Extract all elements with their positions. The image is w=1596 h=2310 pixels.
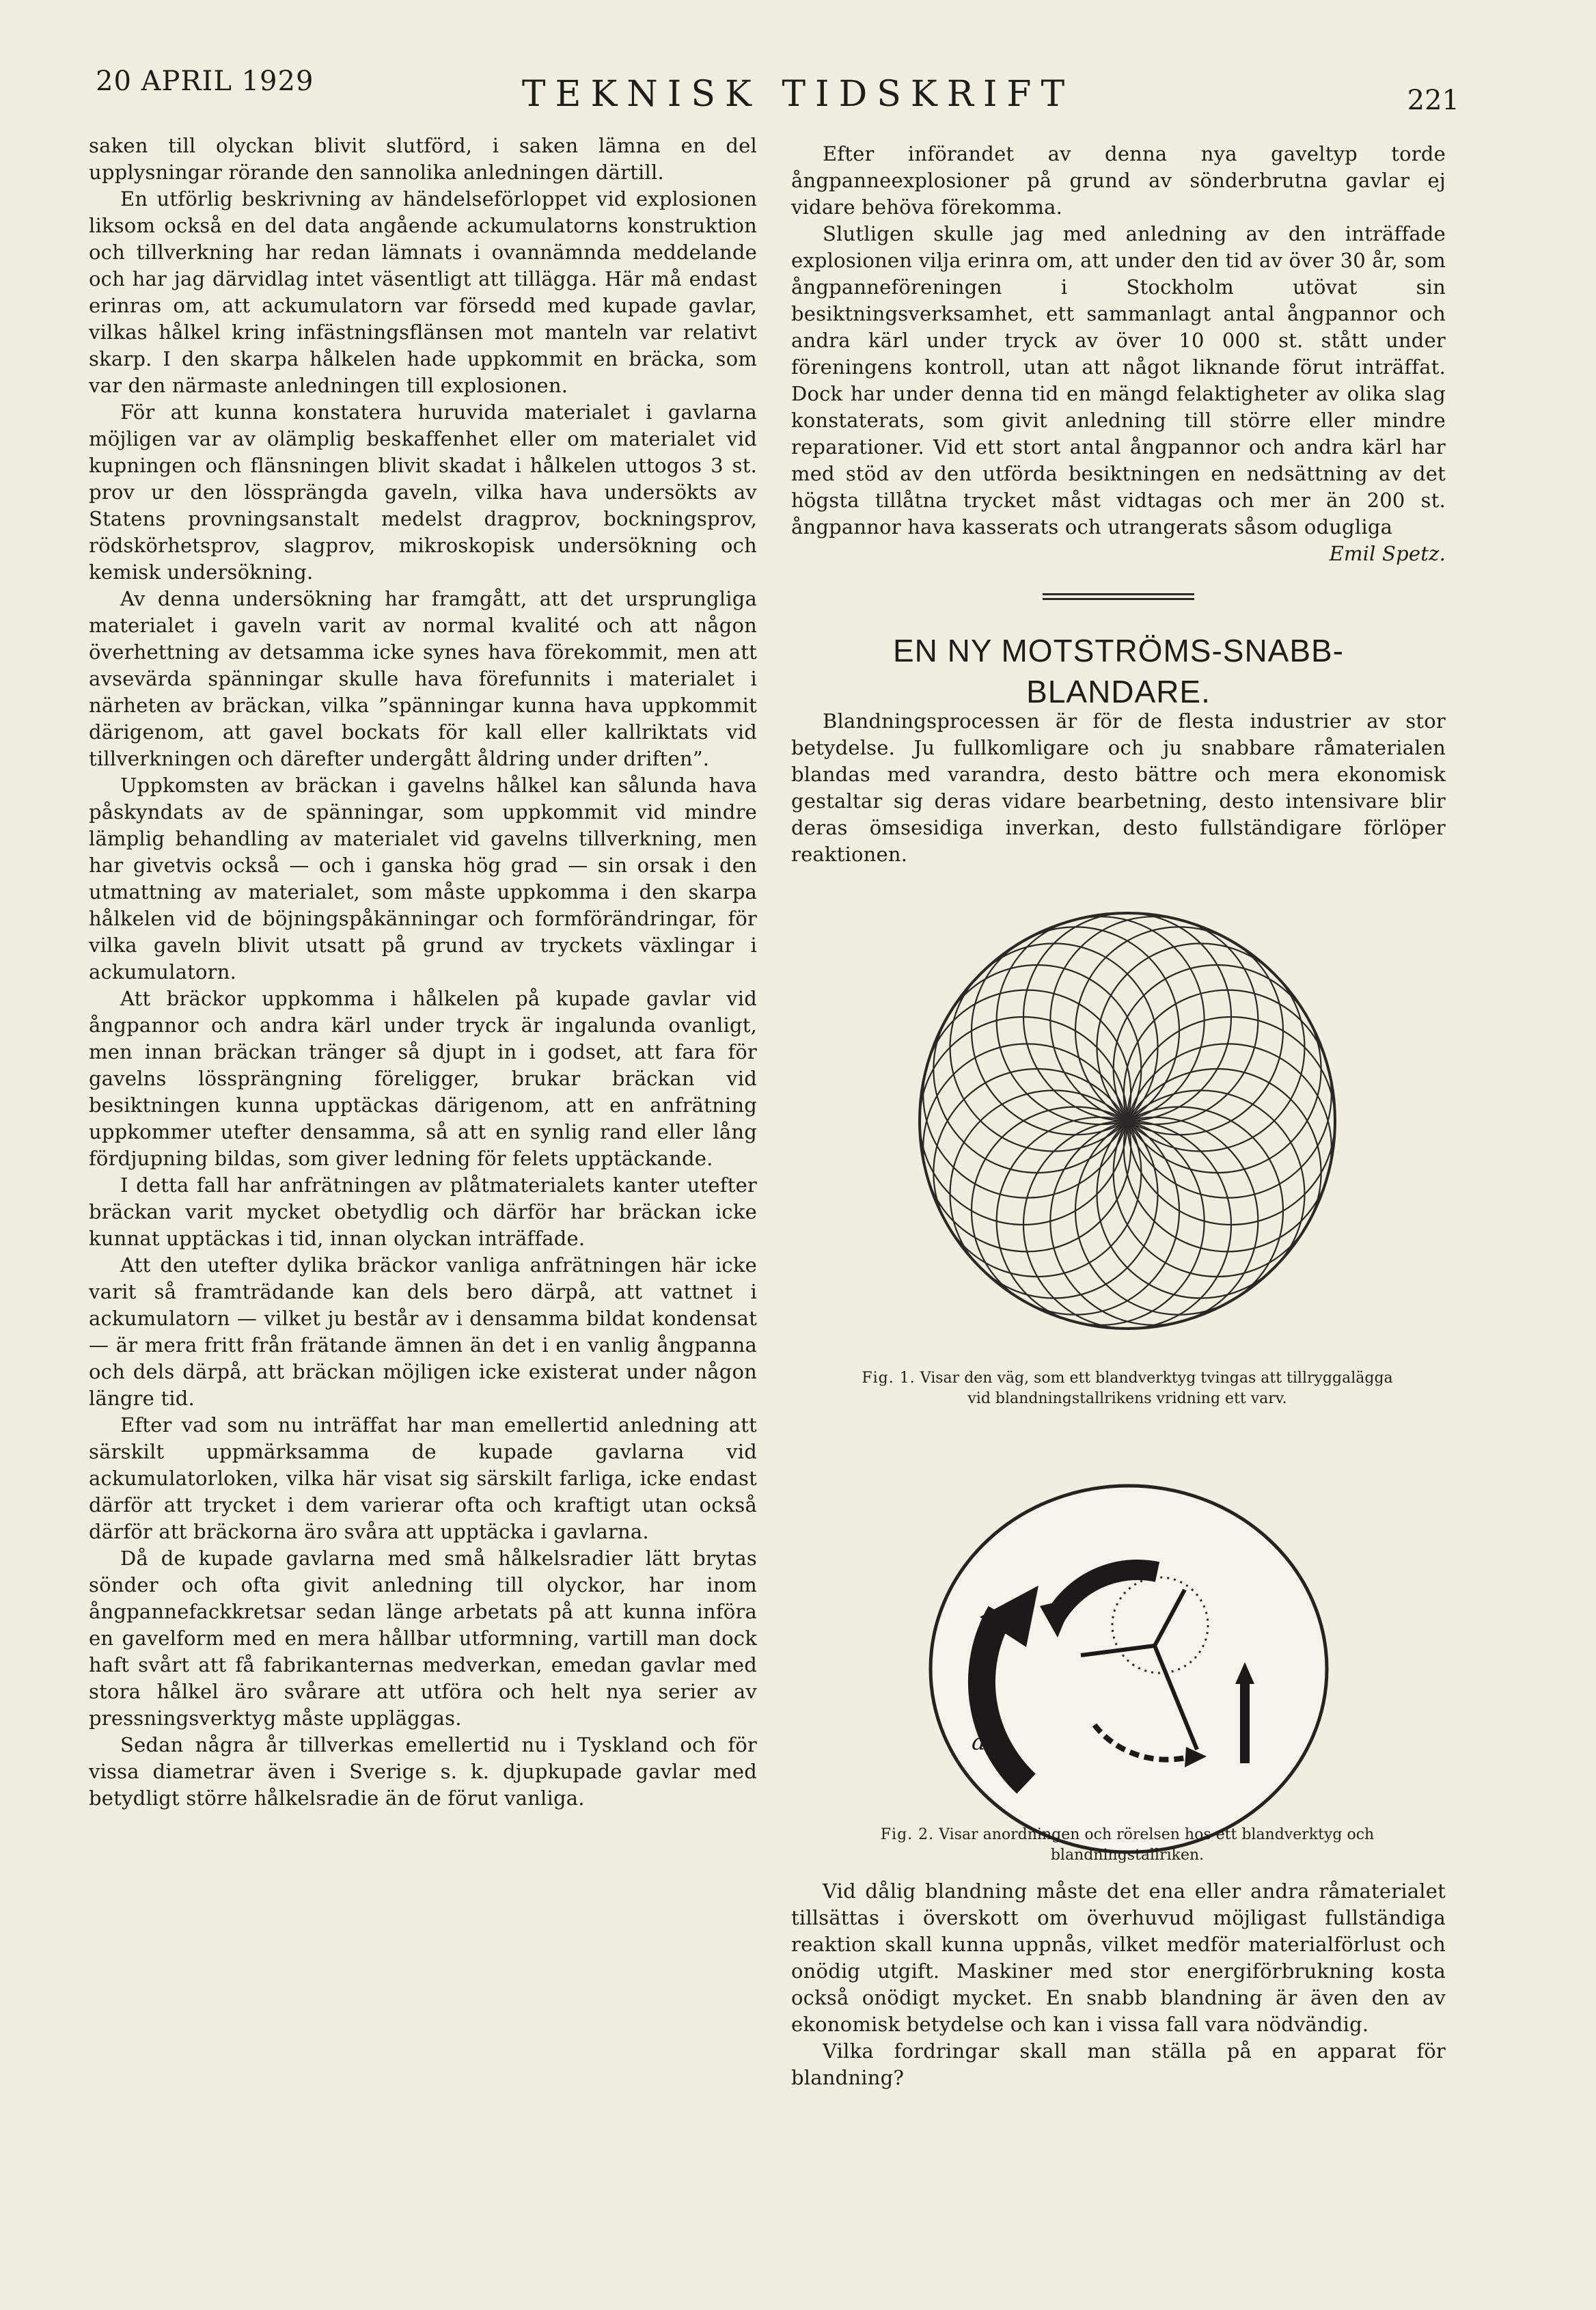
figure-1-rosette-diagram [909, 895, 1346, 1346]
section-divider [1043, 593, 1194, 600]
figure-caption-text: Visar den väg, som ett blandverktyg tvingas att tillryggalägga vid blandningstallrikens vridning ett varv. [920, 1370, 1393, 1407]
paragraph: För att kunna konstatera huruvida materialet i gavlarna möjligen var av olämplig beskaffenhet eller om materialet vid kupningen och flänsningen blivit skadat i hålkelen uttogos 3 st. prov ur den lössprängda gaveln, vilka hava undersökts av Statens provningsanstalt medelst dragprov, bockningsprov, rödskörhetsprov, slagprov, mikroskopisk undersökning och kemisk undersökning. [89, 400, 757, 584]
page-number: 221 [1407, 85, 1459, 116]
author-signature: Emil Spetz. [1329, 542, 1446, 565]
figure-2-caption [854, 1825, 1401, 1866]
article-title-line: BLANDARE. [1026, 674, 1211, 709]
paragraph: I detta fall har anfrätningen av plåtmaterialets kanter utefter bräckan varit mycket obetydlig och därför har bräckan icke kunnat upptäckas i tid, innan olyckan inträffade. [89, 1173, 757, 1250]
paragraph [791, 221, 1446, 565]
paragraph: Vilka fordringar skall man ställa på en apparat för blandning? [791, 2039, 1446, 2089]
article-title-line: EN NY MOTSTRÖMS-SNABB- [892, 633, 1345, 668]
journal-title: TEKNISK TIDSKRIFT [521, 74, 1075, 115]
figure-letter-label: a [972, 1728, 986, 1756]
right-column-top [791, 141, 1446, 567]
left-column [89, 133, 757, 1812]
right-column-bottom [791, 1878, 1446, 2091]
paragraph-text: Slutligen skulle jag med anledning av den inträffade explosionen vilja erinra om, att under den tid av över 30 år, som ångpanneföreningen i Stockholm utövat sin besiktningsverksamhet, ett sammanlagt antal ångpannor och andra kärl under tryck av över 10 000 st. stått under föreningens kontroll, utan att något liknande förut inträffat. Dock har under denna tid en mängd felaktigheter av olika slag konstaterats, som givit anledning till större eller mindre reparationer. Vid ett stort antal ångpannor och andra kärl har med stöd av den utförda besiktningen en nedsättning av det högsta tillåtna trycket måst vidtagas och mer än 200 st. ångpannor hava kasserats och utrangerats såsom odugliga [791, 222, 1446, 539]
article-intro [791, 708, 1446, 868]
rosette-svg [909, 895, 1346, 1346]
figure-1-caption [854, 1368, 1401, 1409]
paragraph: Sedan några år tillverkas emellertid nu i Tyskland och för vissa diametrar även i Sverige s. k. djupkupade gavlar med betydligt större hålkelsradie än de förut vanliga. [89, 1733, 757, 1810]
paragraph: Av denna undersökning har framgått, att det ursprungliga materialet i gaveln varit av normal kvalité och att någon överhettning av detsamma icke synes hava förekommit, men att avsevärda spänningar skulle hava förefunnits i materialet i närheten av bräckan, vilka ”spänningar kunna hava uppkommit därigenom, att gavel bockats för kall eller kallriktats vid tillverkningen och därefter undergått åldring under driften”. [89, 587, 757, 770]
paragraph: Uppkomsten av bräckan i gavelns hålkel kan sålunda hava påskyndats av de spänningar, som uppkommit vid mindre lämplig behandling av materialet vid gavelns tillverkning, men har givetvis också — och i ganska hög grad — sin orsak i den utmattning av materialet, som måste uppkomma i den skarpa hålkelen vid de böjningspåkänningar och formförändringar, för vilka gaveln blivit utsatt på grund av tryckets växlingar i ackumulatorn. [89, 774, 757, 983]
header-date: 20 APRIL 1929 [96, 66, 314, 97]
paragraph: saken till olyckan blivit slutförd, i saken lämna en del upplysningar rörande den sannolika anledningen därtill. [89, 134, 757, 184]
paragraph: Att den utefter dylika bräckor vanliga anfrätningen här icke varit så framträdande kan dels bero därpå, att vattnet i ackumulatorn — vilket ju består av i densamma bildat kondensat — är mera fritt från frätande ämnen än det i en vanlig ångpanna och dels därpå, att bräckan möjligen icke existerat under någon längre tid. [89, 1253, 757, 1410]
paragraph: Blandningsprocessen är för de flesta industrier av stor betydelse. Ju fullkomligare och ju snabbare råmaterialen blandas med varandra, desto bättre och mera ekonomisk gestaltar sig deras vidare bearbetning, desto intensivare blir deras ömsesidiga inverkan, desto fullständigare förlöper reaktionen. [791, 709, 1446, 866]
paragraph: Efter vad som nu inträffat har man emellertid anledning att särskilt uppmärksamma de kupade gavlarna vid ackumulatorloken, vilka här visat sig särskilt farliga, icke endast därför att trycket i dem varierar ofta och kraftigt utan också därför att bräckorna äro svåra att upptäcka i gavlarna. [89, 1413, 757, 1543]
mixer-svg [924, 1476, 1334, 1859]
figure-caption-text: Visar anordningen och rörelsen hos ett blandverktyg och blandningstallriken. [939, 1826, 1375, 1864]
article-title [791, 630, 1446, 712]
paragraph: Vid dålig blandning måste det ena eller andra råmaterialet tillsättas i överskott om överhuvud möjligast fullständiga reaktion skall kunna uppnås, vilket medför materialförlust och onödig utgift. Maskiner med stor energiförbrukning kosta också onödigt mycket. En snabb blandning är även den av ekonomisk betydelse och kan i vissa fall vara nödvändig. [791, 1879, 1446, 2036]
paragraph: En utförlig beskrivning av händelseförloppet vid explosionen liksom också en del data angående ackumulatorns konstruktion och tillverkning har redan lämnats i ovannämnda meddelande och har jag därvidlag intet väsentligt att tillägga. Här må endast erinras om, att ackumulatorn var försedd med kupade gavlar, vilkas hålkel kring infästningsflänsen mot manteln var relativt skarp. I den skarpa hålkelen hade uppkommit en bräcka, som var den närmaste anledningen till explosionen. [89, 187, 757, 397]
figure-2-mixer-diagram [924, 1476, 1334, 1859]
paragraph: Då de kupade gavlarna med små hålkelsradier lätt brytas sönder och ofta givit anledning till olyckor, har inom ångpannefackkretsar sedan länge arbetats på att kunna införa en gavelform med en mera hållbar utformning, vartill man dock haft svårt att få fabrikanternas medverkan, emedan gavlar med stora hålkel äro svårare att utföra och helt nya serier av pressningsverktyg måste uppläggas. [89, 1547, 757, 1730]
paragraph: Efter införandet av denna nya gaveltyp torde ångpanneexplosioner på grund av sönderbrutna gavlar ej vidare behöva förekomma. [791, 142, 1446, 219]
paragraph: Att bräckor uppkomma i hålkelen på kupade gavlar vid ångpannor och andra kärl under tryck är ingalunda ovanligt, men innan bräckan tränger så djupt in i godset, att fara för gavelns lössprängning föreligger, brukar bräckan vid besiktningen kunna upptäckas därigenom, att en anfrätning uppkommer utefter densamma, så att en synlig rand eller lång fördjupning bildas, som giver ledning för felets upptäckande. [89, 987, 757, 1170]
figure-label: Fig. 1. [862, 1370, 916, 1387]
figure-label: Fig. 2. [880, 1826, 935, 1843]
page-header [0, 0, 1596, 137]
